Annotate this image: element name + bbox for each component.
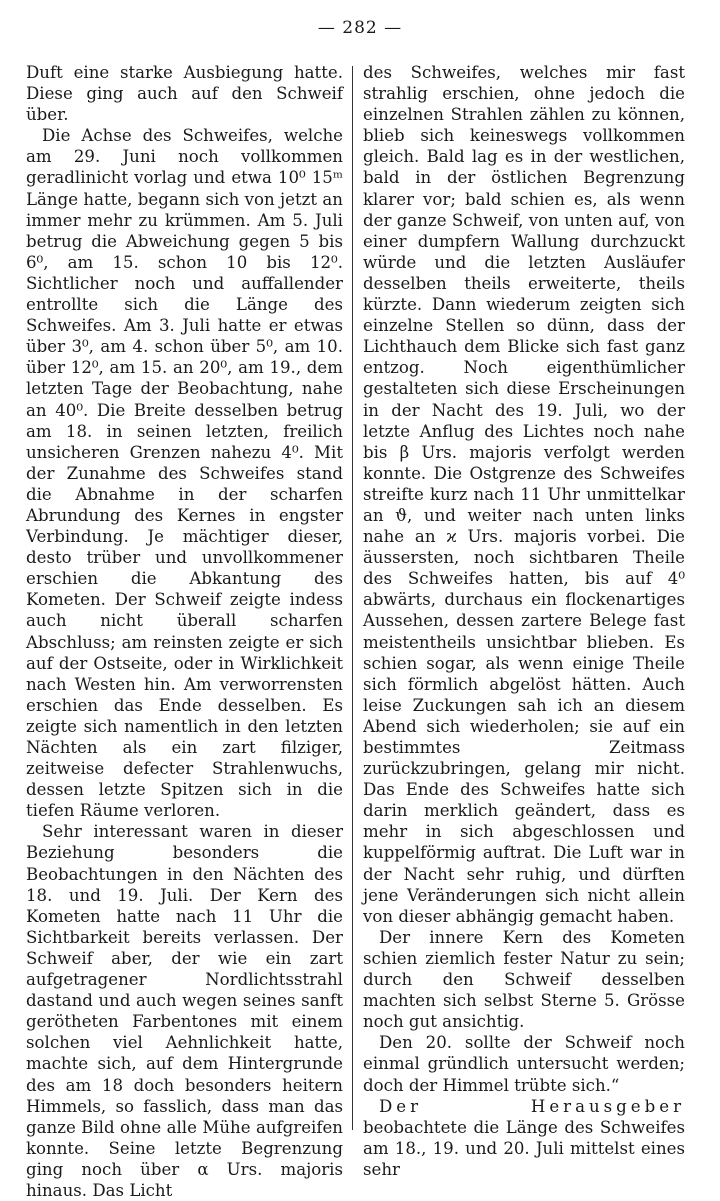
paragraph-text: beobachtete die Länge des Schweifes am 18., 19. und 20. Juli mittelst eines sehr [363, 1117, 685, 1179]
left-column [26, 62, 343, 1201]
paragraph: Duft eine starke Ausbiegung hatte. Diese ging auch auf den Schweif über. [26, 63, 343, 125]
column-divider [352, 66, 353, 1130]
spaced-term: Der Herausgeber [379, 1096, 685, 1116]
paragraph [363, 1096, 685, 1180]
paragraph: Die Achse des Schweifes, welche am 29. Juni noch vollkommen geradlinicht vorlag und etwa 10⁰ 15ᵐ Länge hatte, begann sich von jetzt an immer mehr zu krümmen. Am 5. Juli betrug die Abweichung gegen 5 bis 6⁰, am 15. schon 10 bis 12⁰. Sichtlicher noch und auffallender entrollte sich die Länge des Schweifes. Am 3. Juli hatte er etwas über 3⁰, am 4. schon über 5⁰, am 10. über 12⁰, am 15. an 20⁰, am 19., dem letzten Tage der Beobachtung, nahe an 40⁰. Die Breite desselben betrug am 18. in seinen letzten, freilich unsicheren Grenzen nahezu 4⁰. Mit der Zunahme des Schweifes stand die Abnahme in der scharfen Abrundung des Kernes in engster Verbindung. Je mächtiger dieser, desto trüber und unvollkommener erschien die Abkantung des Kometen. Der Schweif zeigte indess auch nicht überall scharfen Abschluss; am reinsten zeigte er sich auf der Ostseite, oder in Wirklichkeit nach Westen hin. Am verworrensten erschien das Ende desselben. Es zeigte sich namentlich in den letzten Nächten als ein zart filziger, zeitweise defecter Strahlenwuchs, dessen letzte Spitzen sich in die tiefen Räume verloren. [26, 126, 343, 821]
right-column [363, 62, 685, 1180]
paragraph: Sehr interessant waren in dieser Beziehung besonders die Beobachtungen in den Nächten des 18. und 19. Juli. Der Kern des Kometen hatte nach 11 Uhr die Sichtbarkeit bereits verlassen. Der Schweif aber, der wie ein zart aufgetragener Nordlichtsstrahl dastand und auch wegen seines sanft gerötheten Farbentones mit einem solchen viel Aehnlichkeit hatte, machte sich, auf dem Hintergrunde des am 18 doch besonders heitern Himmels, so fasslich, dass man das ganze Bild ohne alle Mühe aufgreifen konnte. Seine letzte Begrenzung ging noch über α Urs. majoris hinaus. Das Licht [26, 822, 343, 1200]
page-number: — 282 — [317, 18, 403, 38]
paragraph: des Schweifes, welches mir fast strahlig erschien, ohne jedoch die einzelnen Strahlen zählen zu können, blieb sich keineswegs vollkommen gleich. Bald lag es in der westlichen, bald in der östlichen Begrenzung klarer vor; bald schien es, als wenn der ganze Schweif, von unten auf, von einer dumpfern Wallung durchzuckt würde und die letzten Ausläufer desselben theils erweiterte, theils kürzte. Dann wiederum zeigten sich einzelne Stellen so dünn, dass der Lichthauch dem Blicke sich fast ganz entzog. Noch eigenthümlicher gestalteten sich diese Erscheinungen in der Nacht des 19. Juli, wo der letzte Anflug des Lichtes noch nahe bis β Urs. majoris verfolgt werden konnte. Die Ostgrenze des Schweifes streifte kurz nach 11 Uhr unmittelkar an ϑ, und weiter nach unten links nahe an ϰ Urs. majoris vorbei. Die äussersten, noch sichtbaren Theile des Schweifes hatten, bis auf 4⁰ abwärts, durchaus ein flockenartiges Aussehen, dessen zartere Belege fast meistentheils unsichtbar blieben. Es schien sogar, als wenn einige Theile sich förmlich abgelöst hätten. Auch leise Zuckungen sah ich an diesem Abend sich wiederholen; sie auf ein bestimmtes Zeitmass zurückzubringen, gelang mir nicht. Das Ende des Schweifes hatte sich darin merklich geändert, dass es mehr in sich abgeschlossen und kuppelförmig auftrat. Die Luft war in der Nacht sehr ruhig, und dürften jene Veränderungen sich nicht allein von dieser abhängig gemacht haben. [363, 63, 685, 926]
paragraph: Den 20. sollte der Schweif noch einmal gründlich untersucht werden; doch der Himmel trübte sich.“ [363, 1033, 685, 1095]
paragraph: Der innere Kern des Kometen schien ziemlich fester Natur zu sein; durch den Schweif desselben machten sich selbst Sterne 5. Grösse noch gut ansichtig. [363, 927, 685, 1032]
